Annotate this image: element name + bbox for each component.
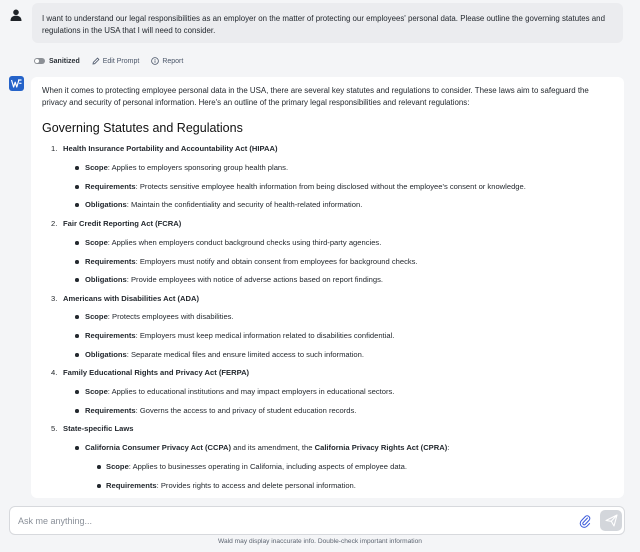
section-number: 3. [51,294,58,303]
response-heading: Governing Statutes and Regulations [42,121,243,135]
bullet-icon [75,334,79,338]
bullet-icon [97,484,101,488]
bullet-icon [75,203,79,207]
user-avatar-icon [10,9,22,21]
section-number: 1. [51,144,58,153]
list-item: Requirements: Governs the access to and privacy of student education records. [85,406,357,415]
edit-prompt-label: Edit Prompt [102,57,140,65]
list-item: Obligations: Separate medical files and ensure limited access to such information. [85,350,364,359]
user-message [0,0,640,46]
list-item: Requirements: Employers must notify and obtain consent from employees for background checks. [85,257,418,266]
chat-input[interactable] [18,513,558,529]
list-item: California Consumer Privacy Act (CCPA) and its amendment, the California Privacy Rights Act (CPRA): [85,443,450,452]
list-item: Requirements: Protects sensitive employee health information from being disclosed without the employee's consent or knowledge. [85,182,526,191]
disclaimer-text: Wald may display inaccurate info. Double-check important information [218,538,422,545]
list-item: Scope: Applies to employers sponsoring group health plans. [85,163,289,172]
bullet-icon [97,465,101,469]
info-circle-icon [151,57,159,65]
bullet-icon [75,166,79,170]
section-title: State-specific Laws [63,424,134,433]
report-label: Report [162,57,184,65]
bullet-icon [75,409,79,413]
pencil-icon [92,57,100,65]
bullet-icon [75,185,79,189]
paperclip-icon[interactable] [579,514,591,528]
list-item: Scope: Protects employees with disabilities. [85,312,234,321]
message-toolbar [34,55,195,67]
send-button[interactable] [600,510,622,531]
list-item: Scope: Applies to educational institutions and may impact employers in educational sectors. [85,387,395,396]
list-item: Requirements: Employers must keep medical information related to disabilities confidential. [85,331,395,340]
section-title: Family Educational Rights and Privacy Act (FERPA) [63,368,250,377]
assistant-response [31,77,624,498]
section-number: 2. [51,219,58,228]
section-number: 4. [51,368,58,377]
section-number: 5. [51,424,58,433]
section-title: Americans with Disabilities Act (ADA) [63,294,200,303]
bullet-icon [75,260,79,264]
report-button[interactable] [151,57,183,65]
toggle-switch-icon[interactable] [34,58,45,64]
response-intro: When it comes to protecting employee personal data in the USA, there are several key statutes and regulations to consider. These laws aim to safeguard the privacy and security of personal information. Here's an outline of the primary legal responsibilities and relevant regulations: [42,86,589,107]
bullet-icon [75,390,79,394]
bullet-icon [75,241,79,245]
section-title: Health Insurance Portability and Accountability Act (HIPAA) [63,144,278,153]
chat-input-container [9,506,625,535]
list-item: Scope: Applies to businesses operating in California, including aspects of employee data. [106,462,407,471]
edit-prompt-button[interactable] [92,57,140,65]
bullet-icon [75,278,79,282]
list-item: Scope: Applies when employers conduct background checks using third-party agencies. [85,238,382,247]
list-item: Obligations: Provide employees with notice of adverse actions based on report findings. [85,275,383,284]
sanitized-toggle[interactable] [34,58,80,65]
list-item: Requirements: Provides rights to access and delete personal information. [106,481,356,490]
sanitized-label: Sanitized [49,57,80,65]
list-item: Obligations: Maintain the confidentiality and security of health-related information. [85,200,363,209]
section-title: Fair Credit Reporting Act (FCRA) [63,219,182,228]
bullet-icon [75,315,79,319]
user-message-text: I want to understand our legal responsibilities as an employer on the matter of protecting our employees' personal data. Please outline the governing statutes and regulations in the USA that I will need to consider. [32,3,623,43]
assistant-logo-icon [9,76,24,91]
bullet-icon [75,446,79,450]
bullet-icon [75,353,79,357]
send-icon [605,514,618,527]
